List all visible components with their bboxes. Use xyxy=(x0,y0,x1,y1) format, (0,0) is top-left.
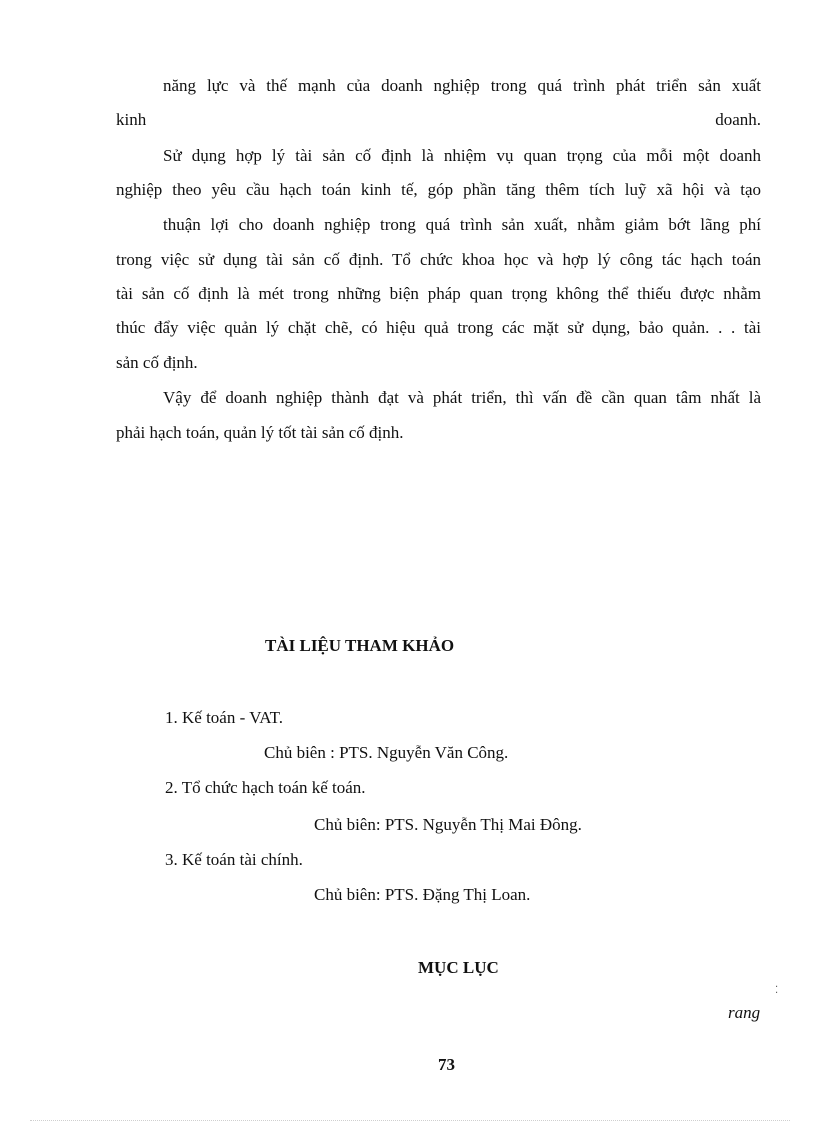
body-line-9: sản cố định. xyxy=(116,353,198,372)
toc-heading: MỤC LỤC xyxy=(418,958,499,977)
body-line-4: nghiệp theo yêu cầu hạch toán kinh tế, góp phần tăng thêm tích luỹ xã hội và tạo xyxy=(116,180,761,199)
page-number: 73 xyxy=(438,1055,455,1074)
reference-title-1: 1. Kế toán - VAT. xyxy=(165,708,284,727)
body-line-2-right: doanh. xyxy=(715,110,761,129)
references-heading: TÀI LIỆU THAM KHẢO xyxy=(265,636,455,655)
body-line-1: năng lực và thế mạnh của doanh nghiệp trong quá trình phát triển sản xuất xyxy=(163,76,761,95)
body-line-5: thuận lợi cho doanh nghiệp trong quá trình sản xuất, nhằm giảm bớt lãng phí xyxy=(163,215,761,234)
toc-page-label: rang xyxy=(728,1003,761,1022)
body-line-6: trong việc sử dụng tài sản cố định. Tổ chức khoa học và hợp lý công tác hạch toán xyxy=(116,250,761,269)
body-line-2-left: kinh xyxy=(116,110,147,129)
reference-editor-2: Chủ biên: PTS. Nguyễn Thị Mai Đông. xyxy=(314,815,582,834)
reference-editor-3: Chủ biên: PTS. Đặng Thị Loan. xyxy=(314,885,531,904)
toc-marker: ⁚ xyxy=(775,985,779,996)
body-line-7: tài sản cố định là mét trong những biện pháp quan trọng không thể thiếu được nhằm xyxy=(116,284,761,303)
body-line-10: Vậy để doanh nghiệp thành đạt và phát triển, thì vấn đề cần quan tâm nhất là xyxy=(163,388,761,407)
body-line-3: Sử dụng hợp lý tài sản cố định là nhiệm vụ quan trọng của mỗi một doanh xyxy=(163,146,761,165)
reference-editor-1: Chủ biên : PTS. Nguyễn Văn Công. xyxy=(264,743,509,762)
footer-divider xyxy=(30,1120,790,1121)
body-line-11: phải hạch toán, quản lý tốt tài sản cố định. xyxy=(116,423,404,442)
reference-title-2: 2. Tổ chức hạch toán kế toán. xyxy=(165,778,366,797)
reference-title-3: 3. Kế toán tài chính. xyxy=(165,850,303,869)
body-line-8: thúc đẩy việc quản lý chặt chẽ, có hiệu quả trong các mặt sử dụng, bảo quản. . . tài xyxy=(116,318,761,337)
